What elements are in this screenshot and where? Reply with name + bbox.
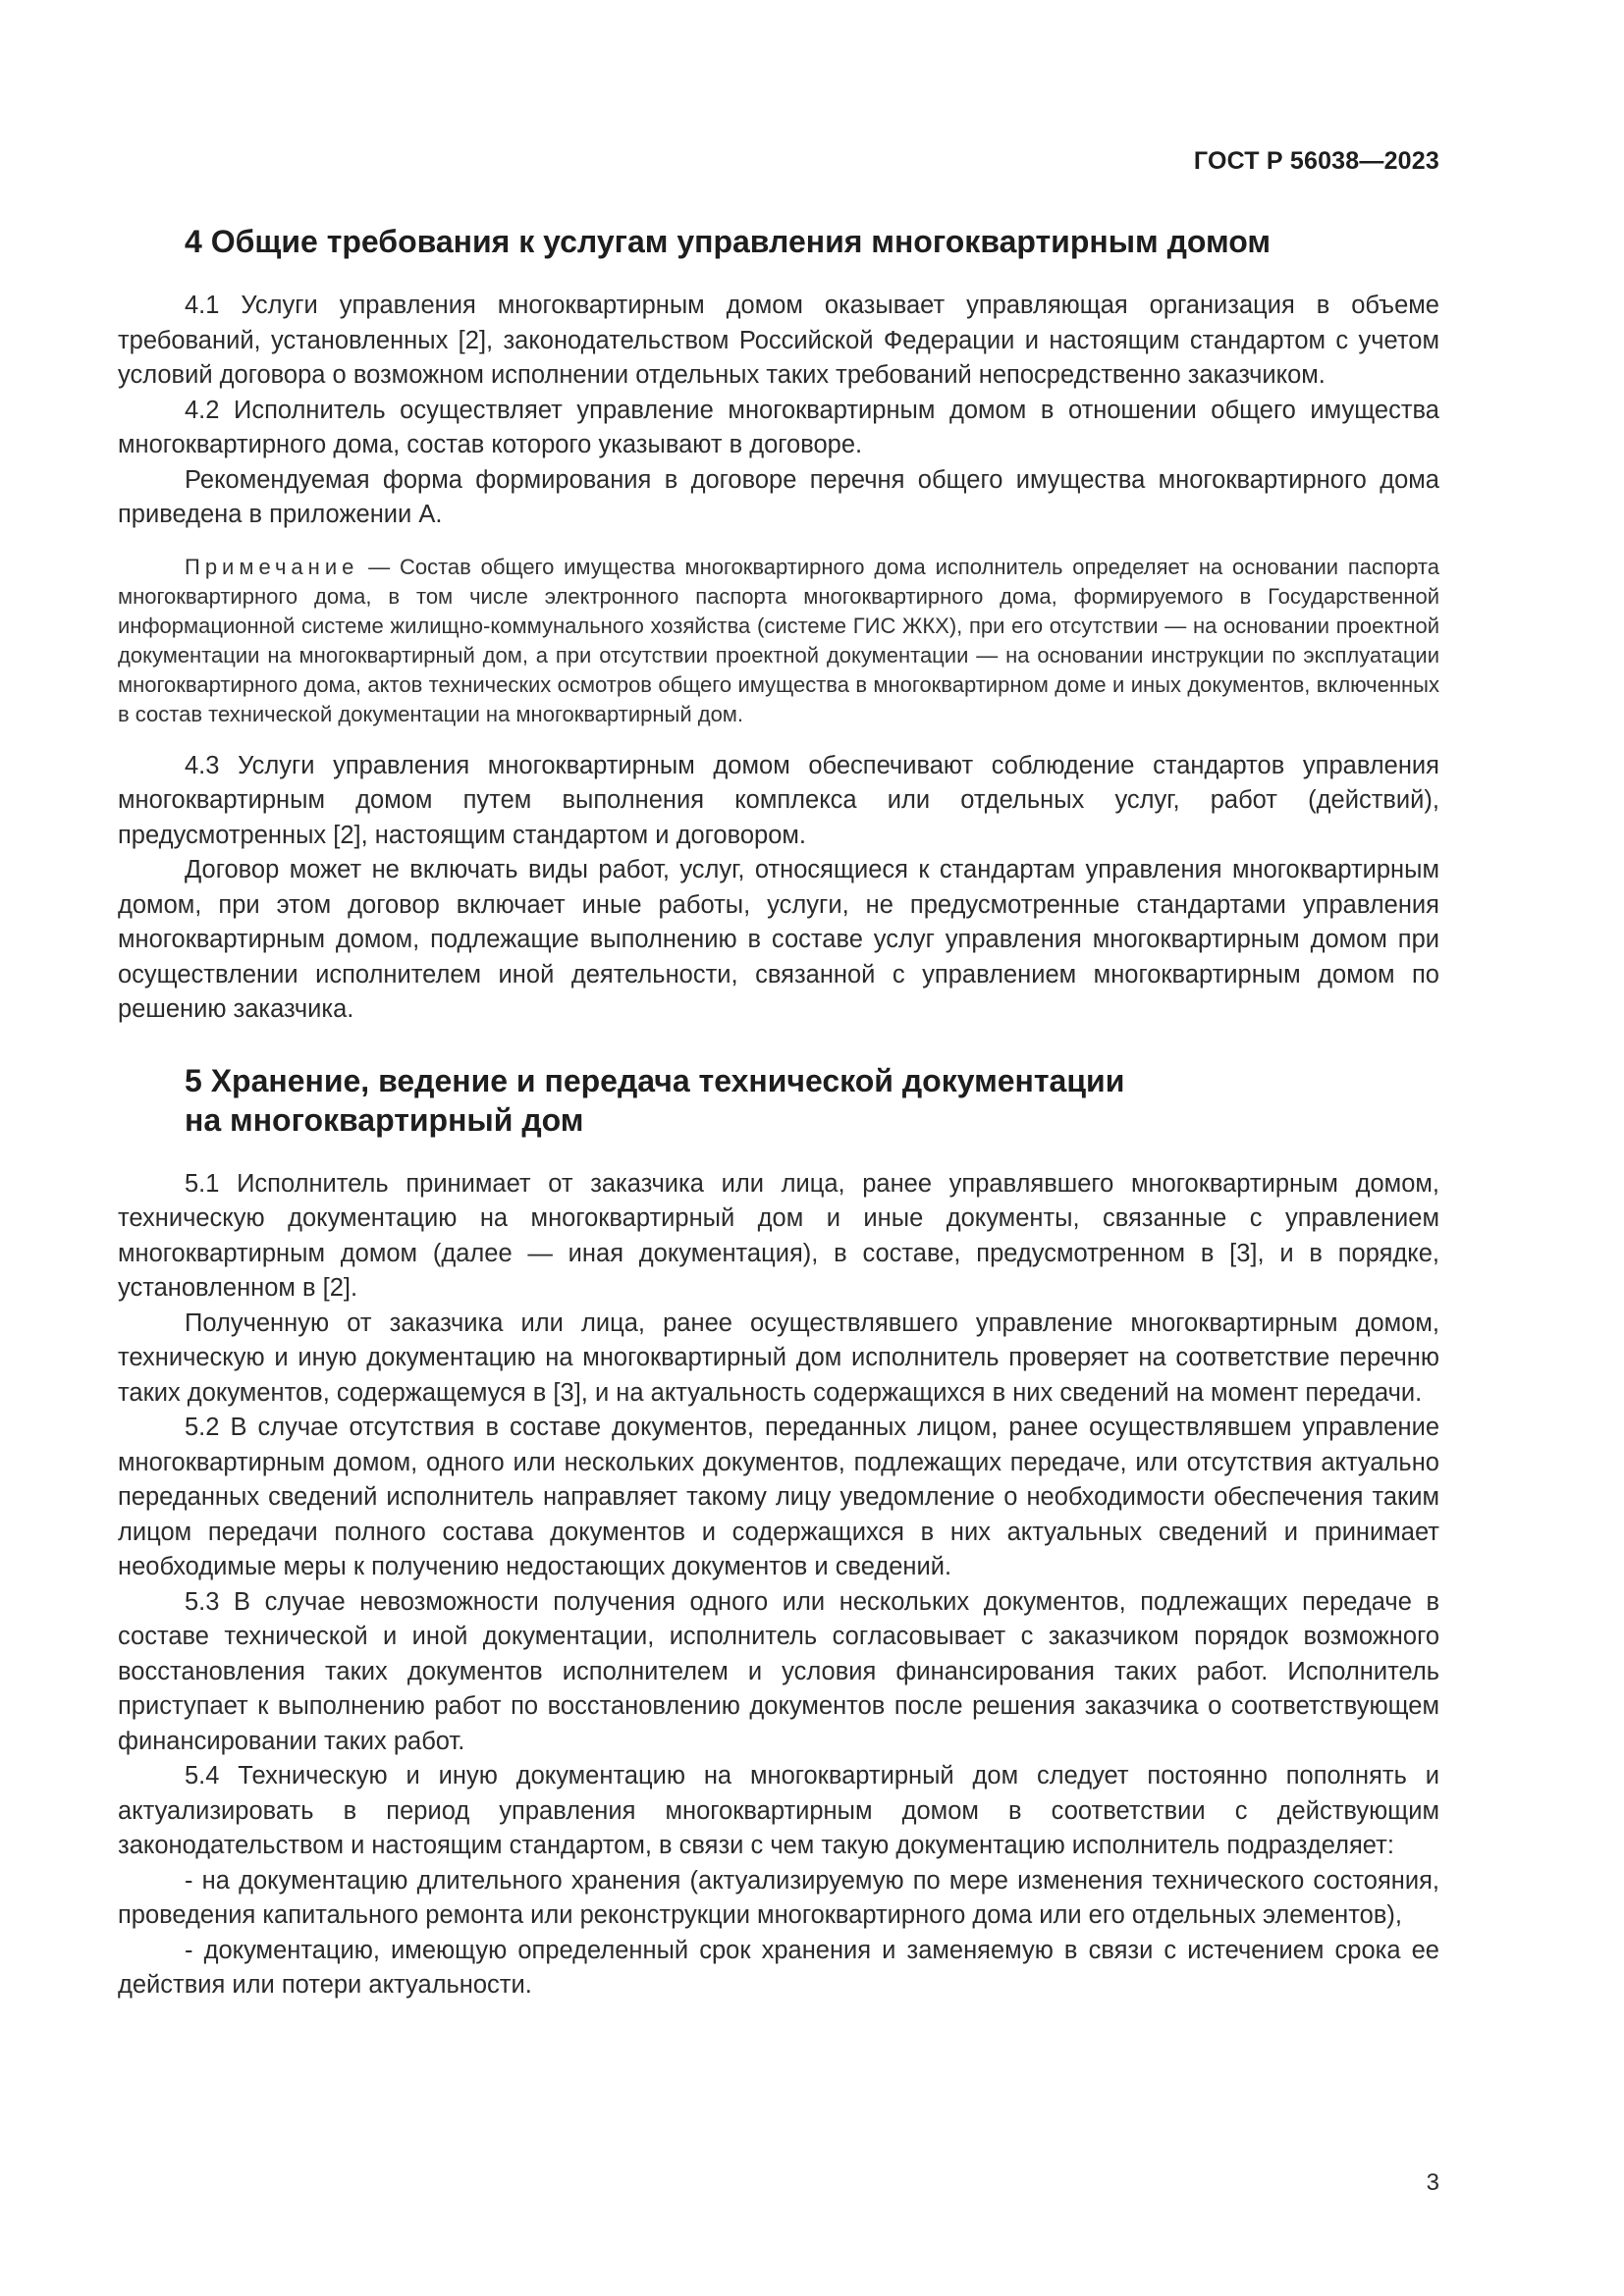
section-5-heading-line-2: на многоквартирный дом <box>185 1101 584 1138</box>
paragraph-5-3: 5.3 В случае невозможности получения одного или нескольких документов, подлежащих передаче в составе технической и иной документации, исполнитель согласовывает с заказчиком порядок возможного восстановления таких документов исполнителем и условия финансирования таких работ. Исполнитель приступает к выполнению работ по восстановлению документов после решения заказчика о соответствующем финансировании таких работ. <box>118 1587 1439 1755</box>
list-item: - на документацию длительного хранения (актуализируемую по мере изменения технического состояния, проведения капитального ремонта или реконструкции многоквартирного дома или его отдельных элементов), <box>118 1866 1439 1929</box>
page-number: 3 <box>1426 2169 1439 2196</box>
paragraph-5-2: 5.2 В случае отсутствия в составе документов, переданных лицом, ранее осуществлявшем управление многоквартирным домом, одного или нескольких документов, подлежащих передаче, или отсутствия актуально переданных сведений исполнитель направляет такому лицу уведомление о необходимости обеспечения таким лицом передачи полного состава документов и содержащихся в них актуальных сведений и принимает необходимые меры к получению недостающих документов и сведений. <box>118 1414 1439 1580</box>
paragraph-4-3: 4.3 Услуги управления многоквартирным домом обеспечивают соблюдение стандартов управления многоквартирным домом путем выполнения комплекса или отдельных услуг, работ (действий), предусмотренных [2], настоящим стандартом и договором. <box>118 751 1439 849</box>
note <box>118 553 1439 729</box>
paragraph-4-3-contract: Договор может не включать виды работ, услуг, относящиеся к стандартам управления многоквартирным домом, при этом договор включает иные работы, услуги, не предусмотренные стандартами управления многоквартирным домом, подлежащие выполнению в составе услуг управления многоквартирным домом при осуществлении исполнителем иной деятельности, связанной с управлением многоквартирным домом по решению заказчика. <box>118 856 1439 1023</box>
note-text: — Состав общего имущества многоквартирного дома исполнитель определяет на основании паспорта многоквартирного дома, в том числе электронного паспорта многоквартирного дома, формируемого в Государственной информационной системе жилищно-коммунального хозяйства (системе ГИС ЖКХ), при его отсутствии — на основании проектной документации на многоквартирный дом, а при отсутствии проектной документации — на основании инструкции по эксплуатации многоквартирного дома, актов технических осмотров общего имущества в многоквартирном доме и иных документов, включенных в состав технической документации на многоквартирный дом. <box>118 554 1439 726</box>
list-item: - документацию, имеющую определенный срок хранения и заменяемую в связи с истечением срока ее действия или потери актуальности. <box>118 1936 1439 1999</box>
page-content <box>118 222 1439 2003</box>
paragraph-4-2: 4.2 Исполнитель осуществляет управление многоквартирным домом в отношении общего имущества многоквартирного дома, состав которого указывают в договоре. <box>118 396 1439 458</box>
section-4-heading: 4 Общие требования к услугам управления многоквартирным домом <box>185 224 1272 259</box>
paragraph-4-2-recommendation: Рекомендуемая форма формирования в договоре перечня общего имущества многоквартирного дома приведена в приложении А. <box>118 465 1439 528</box>
paragraph-5-4: 5.4 Техническую и иную документацию на многоквартирный дом следует постоянно пополнять и актуализировать в период управления многоквартирным домом в соответствии с действующим законодательством и настоящим стандартом, в связи с чем такую документацию исполнитель подразделяет: <box>118 1762 1439 1859</box>
paragraph-5-1-verification: Полученную от заказчика или лица, ранее осуществлявшего управление многоквартирным домом, техническую и иную документацию на многоквартирный дом исполнитель проверяет на соответствие перечню таких документов, содержащемуся в [3], и на актуальность содержащихся в них сведений на момент передачи. <box>118 1308 1439 1407</box>
paragraph-5-1: 5.1 Исполнитель принимает от заказчика или лица, ранее управлявшего многоквартирным домом, техническую документацию на многоквартирный дом и иные документы, связанные с управлением многоквартирным домом (далее — иная документация), в составе, предусмотренном в [3], и в порядке, установленном в [2]. <box>118 1169 1439 1302</box>
section-5-heading-line-1: 5 Хранение, ведение и передача технической документации <box>185 1062 1125 1098</box>
document-code: ГОСТ Р 56038—2023 <box>1193 147 1439 175</box>
note-label: Примечание <box>185 554 359 579</box>
section-5-heading <box>185 1061 1439 1140</box>
paragraph-4-1: 4.1 Услуги управления многоквартирным домом оказывает управляющая организация в объеме требований, установленных [2], законодательством Российской Федерации и настоящим стандартом с учетом условий договора о возможном исполнении отдельных таких требований непосредственно заказчиком. <box>118 292 1439 389</box>
